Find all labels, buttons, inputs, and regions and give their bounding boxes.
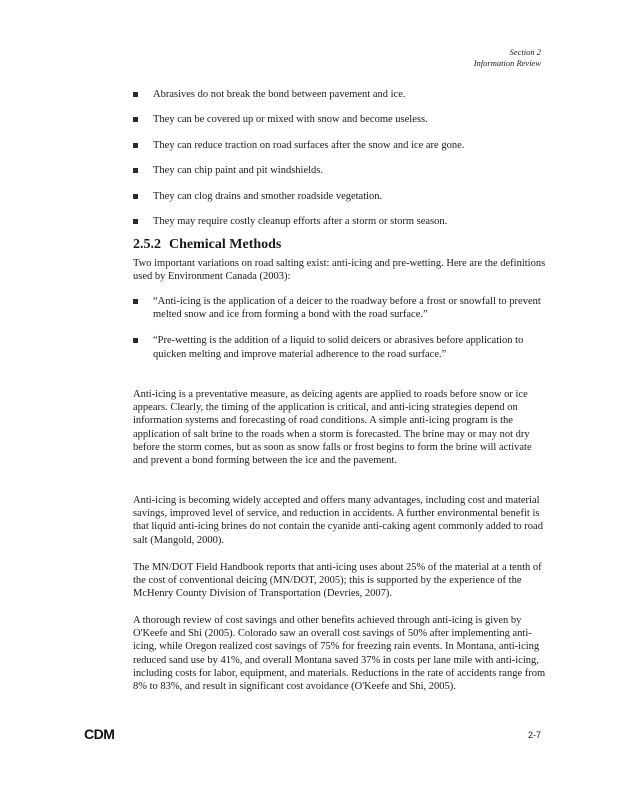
- body-paragraph: Anti-icing is a preventative measure, as deicing agents are applied to roads before snow or ice appears. Clearly, the timing of the application is critical, and anti-icing strategies depend on information systems and forecasting of road conditions. A simple anti-icing program is the application of salt brine to the roads when a storm is forecasted. The brine may or may not dry before the storm comes, but as soon as snow falls or frost begins to form the brine will activate and prevent a bond forming between the ice and the pavement.: [133, 389, 532, 467]
- section-number: 2.5.2: [133, 237, 161, 252]
- square-bullet-icon: [133, 194, 138, 199]
- square-bullet-icon: [133, 219, 138, 224]
- square-bullet-icon: [133, 117, 138, 122]
- list-item: “Pre-wetting is the addition of a liquid to solid deicers or abrasives before application to quicken melting and improve material adherence to the road surface.”: [133, 334, 547, 360]
- list-item: They can clog drains and smother roadside vegetation.: [133, 190, 553, 203]
- abrasives-disadvantages-list: [133, 88, 553, 240]
- list-item: They can be covered up or mixed with snow and become useless.: [133, 113, 553, 126]
- body-paragraph: A thorough review of cost savings and other benefits achieved through anti-icing is given by O'Keefe and Shi (2005). Colorado saw an overall cost savings of 50% after implementing anti-icing, while Oregon realized cost savings of 75% for freezing rain events. In Montana, anti-icing reduced sand use by 41%, and overall Montana saved 37% in costs per lane mile with anti-icing, including costs for labor, equipment, and materials. Reductions in the rate of accidents range from 8% to 83%, and result in significant cost avoidance (O'Keefe and Shi, 2005).: [133, 615, 546, 693]
- square-bullet-icon: [133, 143, 138, 148]
- list-item: They can reduce traction on road surfaces after the snow and ice are gone.: [133, 139, 553, 152]
- header-section: Section 2: [509, 47, 541, 57]
- body-paragraph: The MN/DOT Field Handbook reports that anti-icing uses about 25% of the material at a tenth of the cost of conventional deicing (MN/DOT, 2005); this is supported by the experience of the McHenry County Division of Transportation (Devries, 2007).: [133, 562, 542, 600]
- running-header: [474, 47, 541, 69]
- list-item: They can chip paint and pit windshields.: [133, 164, 553, 177]
- cdm-logo: CDM: [84, 726, 115, 742]
- body-paragraph: Anti-icing is becoming widely accepted and offers many advantages, including cost and material savings, improved level of service, and reduction in accidents. A further environmental benefit is that liquid anti-icing brines do not contain the cyanide anti-caking agent commonly added to road salt (Mangold, 2000).: [133, 495, 543, 546]
- square-bullet-icon: [133, 168, 138, 173]
- list-item: Abrasives do not break the bond between pavement and ice.: [133, 88, 553, 101]
- square-bullet-icon: [133, 299, 138, 304]
- intro-paragraph: Two important variations on road salting exist: anti-icing and pre-wetting. Here are the definitions used by Environment Canada (2003):: [133, 258, 546, 283]
- square-bullet-icon: [133, 338, 138, 343]
- header-title: Information Review: [473, 58, 541, 68]
- page-number: 2-7: [527, 730, 541, 740]
- square-bullet-icon: [133, 92, 138, 97]
- section-heading: [133, 237, 281, 253]
- definitions-list: [133, 295, 547, 361]
- section-title: Chemical Methods: [169, 237, 282, 252]
- list-item: They may require costly cleanup efforts after a storm or storm season.: [133, 215, 553, 228]
- list-item: “Anti-icing is the application of a deicer to the roadway before a frost or snowfall to prevent melted snow and ice from forming a bond with the road surface.”: [133, 295, 547, 321]
